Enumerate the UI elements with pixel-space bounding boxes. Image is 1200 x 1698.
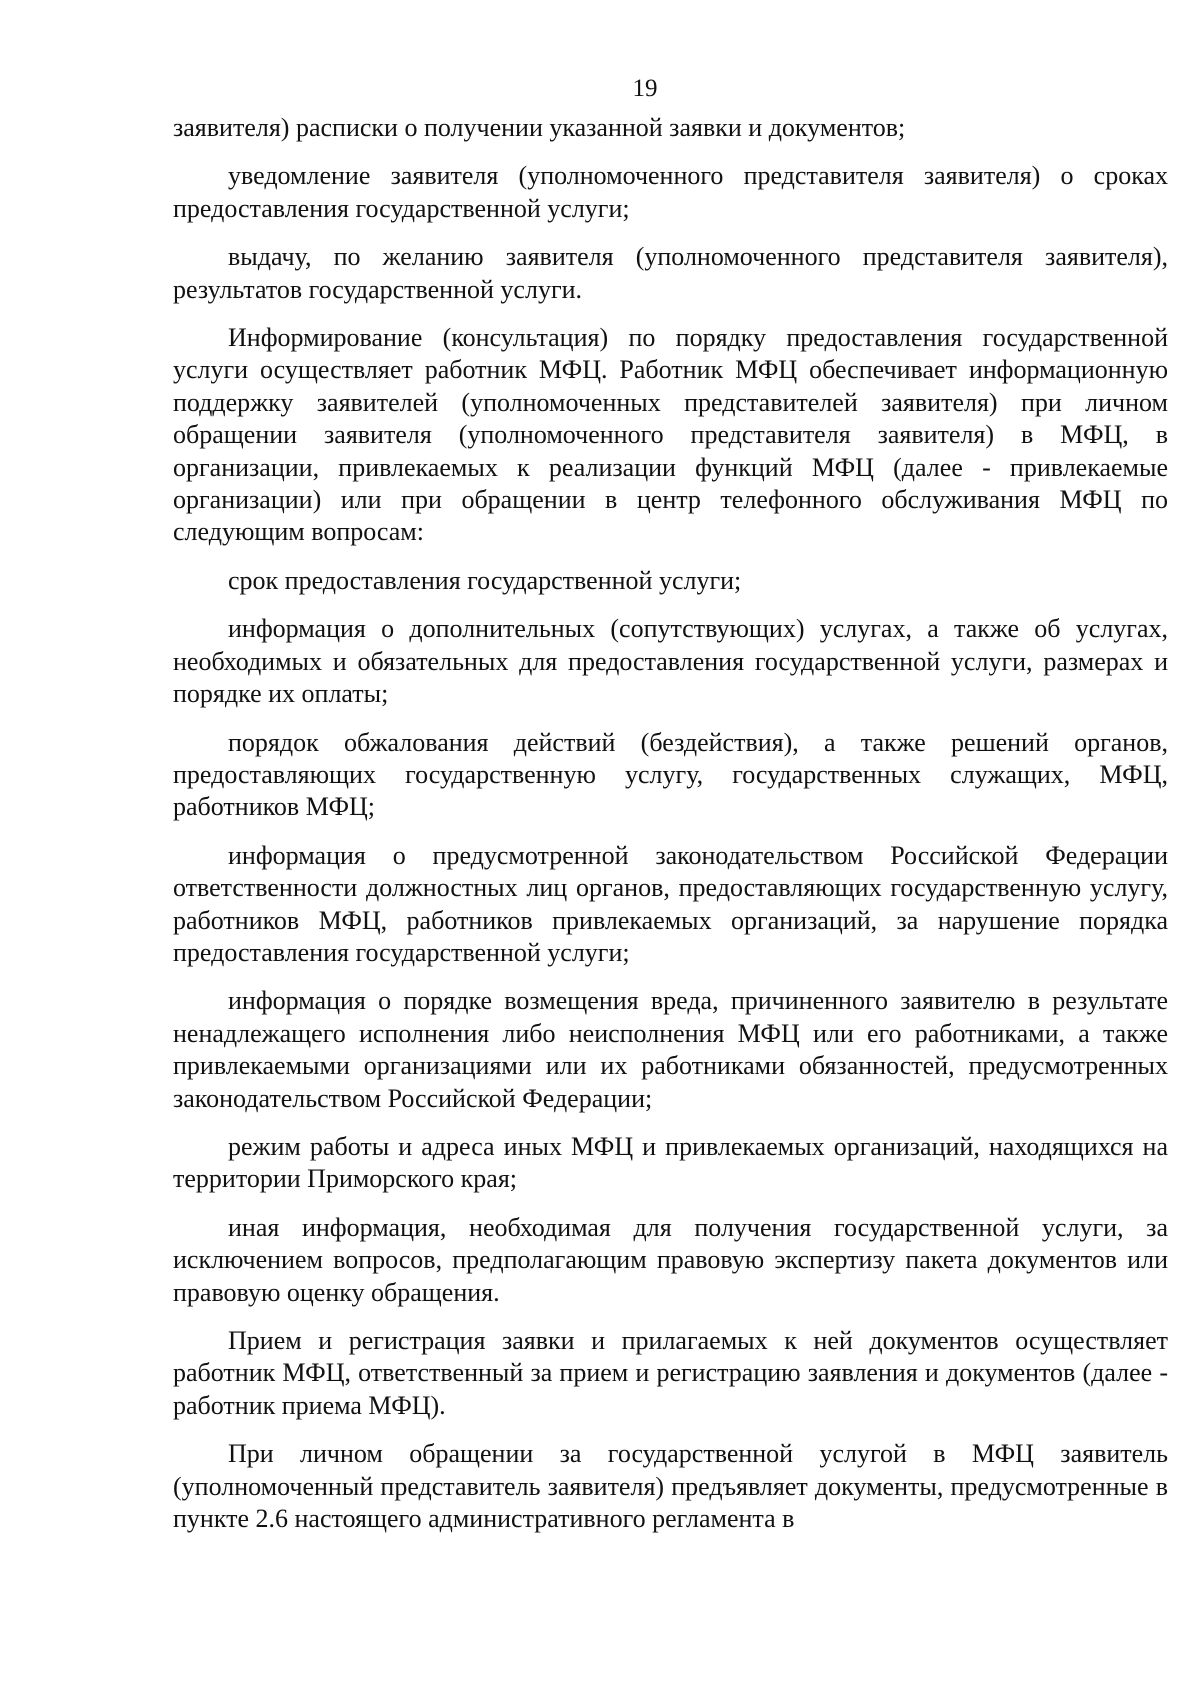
paragraph: информация о порядке возмещения вреда, причиненного заявителю в результате ненадлежащего исполнения либо неисполнения МФЦ или его работниками, а также привлекаемыми организациями или их работниками обязанностей, предусмотренных законодательством Российской Федерации; xyxy=(173,986,1168,1113)
paragraph: срок предоставления государственной услуги; xyxy=(228,565,742,595)
paragraph: При личном обращении за государственной услугой в МФЦ заявитель (уполномоченный представитель заявителя) предъявляет документы, предусмотренные в пункте 2.6 настоящего административного регламента в xyxy=(173,1439,1168,1534)
paragraph-continuation: заявителя) расписки о получении указанной заявки и документов; xyxy=(173,113,906,142)
paragraph: выдачу, по желанию заявителя (уполномоченного представителя заявителя), результатов государственной услуги. xyxy=(173,242,1168,304)
paragraph: информация о предусмотренной законодательством Российской Федерации ответственности должностных лиц органов, предоставляющих государственную услугу, работников МФЦ, работников привлекаемых организаций, за нарушение порядка предоставления государственной услуги; xyxy=(173,840,1168,967)
paragraph: порядок обжалования действий (бездействия), а также решений органов, предоставляющих государственную услугу, государственных служащих, МФЦ, работников МФЦ; xyxy=(173,727,1168,822)
paragraph: иная информация, необходимая для получения государственной услуги, за исключением вопросов, предполагающим правовую экспертизу пакета документов или правовую оценку обращения. xyxy=(173,1212,1168,1307)
document-body xyxy=(173,112,1168,1535)
paragraph: информация о дополнительных (сопутствующих) услугах, а также об услугах, необходимых и обязательных для предоставления государственной услуги, размерах и порядке их оплаты; xyxy=(173,614,1168,709)
page-number: 19 xyxy=(632,75,658,102)
paragraph: Прием и регистрация заявки и прилагаемых к ней документов осуществляет работник МФЦ, ответственный за прием и регистрацию заявления и документов (далее - работник приема МФЦ). xyxy=(173,1326,1168,1420)
paragraph: Информирование (консультация) по порядку предоставления государственной услуги осуществляет работник МФЦ. Работник МФЦ обеспечивает информационную поддержку заявителей (уполномоченных представителей заявителя) при личном обращении заявителя (уполномоченного представителя заявителя) в МФЦ, в организации, привлекаемых к реализации функций МФЦ (далее - привлекаемые организации) или при обращении в центр телефонного обслуживания МФЦ по следующим вопросам: xyxy=(173,323,1168,547)
paragraph: режим работы и адреса иных МФЦ и привлекаемых организаций, находящихся на территории Приморского края; xyxy=(173,1131,1168,1194)
paragraph: уведомление заявителя (уполномоченного представителя заявителя) о сроках предоставления государственной услуги; xyxy=(173,161,1168,223)
